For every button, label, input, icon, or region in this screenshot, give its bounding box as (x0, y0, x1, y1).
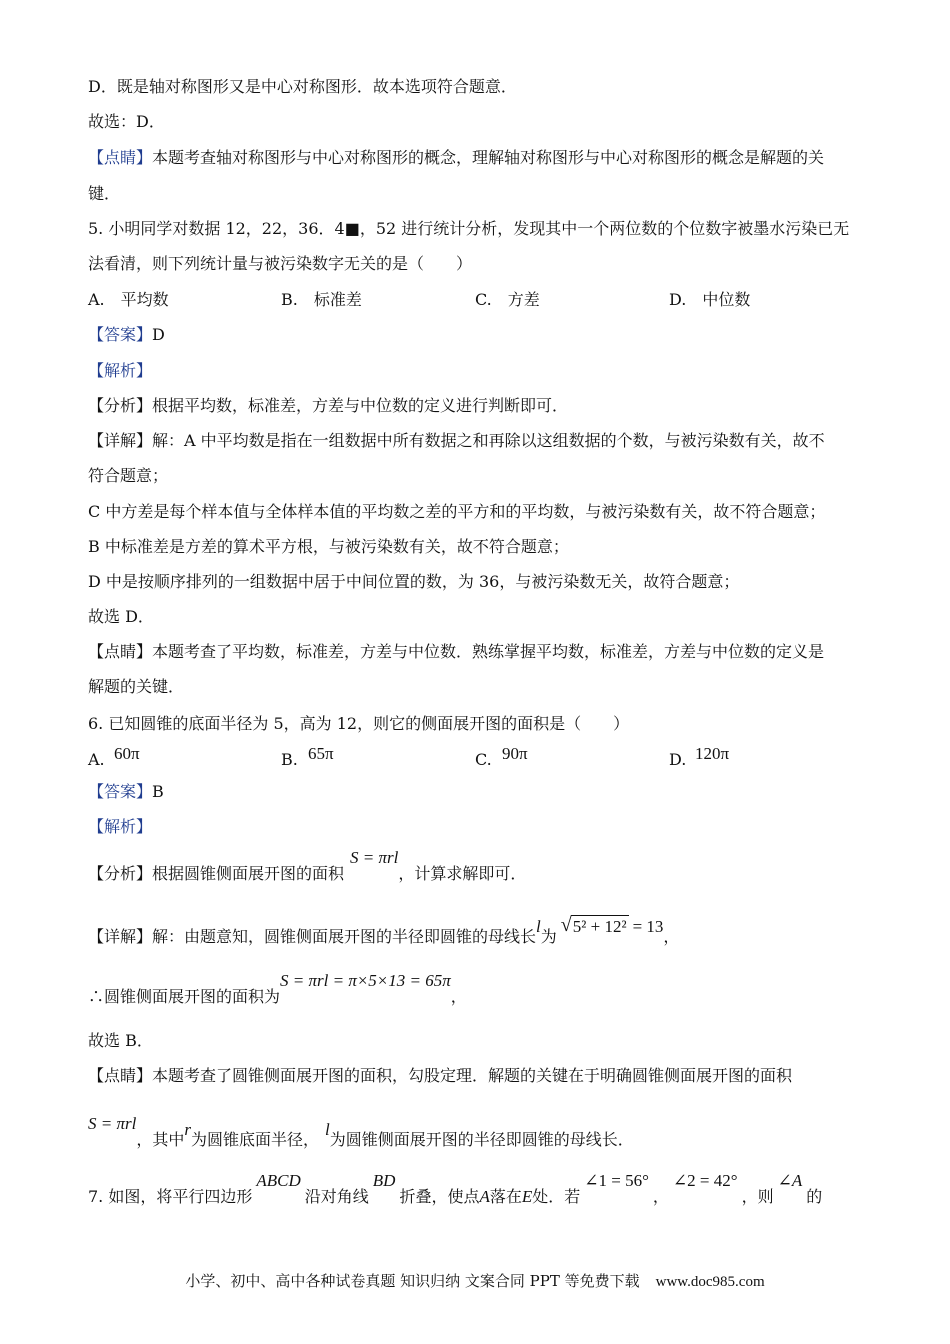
var-l: l (324, 1120, 330, 1139)
area-calc: S = πrl = π×5×13 = 65π (280, 971, 451, 990)
section-tag: 【点睛】 (88, 642, 153, 661)
answer-value: D (152, 325, 165, 344)
text-line: 键． (88, 184, 121, 203)
angle-2: ∠2 = 42° (672, 1171, 738, 1190)
text-span: 为圆锥侧面展开图的半径即圆锥的母线长． (329, 1130, 634, 1149)
sqrt-formula (560, 914, 664, 937)
angle-1: ∠1 = 56° (584, 1171, 649, 1190)
text-line (88, 431, 825, 451)
question-5-line: 法看清，则下列统计量与被污染数字无关的是（ ） (88, 254, 473, 273)
text-span: 沿对角线 (304, 1187, 369, 1206)
var-bd: BD (372, 1171, 396, 1190)
text-span: 为圆锥底面半径， (190, 1130, 319, 1149)
sqrt-sign: √ 5² + 12² (560, 914, 627, 936)
option-d-label: D. (669, 750, 687, 769)
option-a-value: 60π (114, 744, 140, 763)
text-line (88, 642, 824, 662)
var-e: E (521, 1187, 533, 1206)
text-line (88, 396, 568, 416)
text-span: 7. 如图，将平行四边形 (88, 1187, 253, 1206)
text-span: ， (663, 927, 680, 946)
formula-area: S = πrl (88, 1114, 137, 1133)
option-a: A. 平均数 (88, 290, 169, 309)
var-l: l (536, 917, 541, 936)
text-line: 故选 B． (88, 1031, 153, 1050)
text-span: ，计算求解即可． (398, 864, 527, 883)
page-footer (0, 1270, 950, 1291)
footer-url[interactable]: www.doc985.com (655, 1274, 765, 1290)
text-span: 本题考查了圆锥侧面展开图的面积，勾股定理．解题的关键在于明确圆锥侧面展开图的面积 (152, 1066, 793, 1085)
var-a: A (479, 1187, 490, 1206)
text-line: 故选：D． (88, 112, 165, 131)
text-line (88, 1114, 634, 1150)
text-span: ∴圆锥侧面展开图的面积为 (88, 987, 281, 1006)
text-line: 故选 D． (88, 607, 154, 626)
text-span: ，其中 (136, 1130, 185, 1149)
option-b-label: B. (281, 750, 298, 769)
text-span: 落在 (489, 1187, 522, 1206)
text-span: ，则 (741, 1187, 774, 1206)
text-line: 解题的关键． (88, 677, 185, 696)
var-r: r (184, 1120, 191, 1139)
text-line (88, 848, 527, 884)
text-span: 为 (540, 927, 557, 946)
text-line (88, 148, 824, 168)
section-tag: 【答案】 (88, 782, 153, 801)
sqrt-result: = 13 (632, 917, 664, 936)
text-line: 符合题意； (88, 466, 169, 485)
text-span: 本题考查轴对称图形与中心对称图形的概念，理解轴对称图形与中心对称图形的概念是解题的关 (152, 148, 825, 167)
text-span: ， (652, 1187, 669, 1206)
text-line (88, 914, 680, 947)
answer-value: B (152, 782, 164, 801)
text-span: 本题考查了平均数，标准差，方差与中位数．熟练掌握平均数，标准差，方差与中位数的定义是 (152, 642, 825, 661)
answer-line (88, 782, 164, 802)
answer-line (88, 325, 165, 345)
option-c: C. 方差 (475, 290, 540, 309)
option-c-label: C. (475, 750, 492, 769)
section-tag: 【分析】 (88, 396, 153, 415)
text-span: 根据平均数，标准差，方差与中位数的定义进行判断即可． (152, 396, 569, 415)
option-b: B. 标准差 (281, 290, 362, 309)
text-line (88, 1066, 792, 1086)
option-a-label: A. (88, 750, 105, 769)
text-line: B 中标准差是方差的算术平方根，与被污染数有关，故不符合题意； (88, 537, 569, 556)
section-tag: 【答案】 (88, 325, 153, 344)
question-6-line: 6. 已知圆锥的底面半径为 5，高为 12，则它的侧面展开图的面积是（ ） (88, 714, 630, 733)
section-tag: 【分析】 (88, 864, 153, 883)
section-tag: 【点睛】 (88, 148, 153, 167)
section-tag: 【详解】 (88, 431, 153, 450)
text-span: 解：A 中平均数是指在一组数据中所有数据之和再除以这组数据的个数，与被污染数有关，故不 (152, 431, 825, 450)
section-tag: 【详解】 (88, 927, 153, 946)
text-line: C 中方差是每个样本值与全体样本值的平均数之差的平方和的平均数，与被污染数有关，故不符合题意； (88, 502, 826, 521)
formula-area: S = πrl (350, 848, 399, 867)
var-abcd: ABCD (256, 1171, 301, 1190)
question-5-line: 5. 小明同学对数据 12，22，36．4■，52 进行统计分析，发现其中一个两位数的个位数字被墨水污染已无 (88, 219, 850, 238)
text-line (88, 971, 467, 1007)
text-span: 的 (806, 1187, 823, 1206)
text-span: ， (450, 987, 467, 1006)
analysis-tag: 【解析】 (88, 817, 153, 836)
text-line: D．既是轴对称图形又是中心对称图形．故本选项符合题意． (88, 77, 517, 96)
text-span: 解：由题意知，圆锥侧面展开图的半径即圆锥的母线长 (152, 927, 537, 946)
footer-text: 小学、初中、高中各种试卷真题 知识归纳 文案合同 PPT 等免费下载 (185, 1272, 640, 1290)
option-d: D. 中位数 (669, 290, 751, 309)
text-span: 根据圆锥侧面展开图的面积 (152, 864, 345, 883)
option-b-value: 65π (308, 744, 334, 763)
text-line: D 中是按顺序排列的一组数据中居于中间位置的数，为 36，与被污染数无关，故符合题意； (88, 572, 740, 591)
option-d-value: 120π (695, 744, 730, 763)
text-span: 折叠，使点 (399, 1187, 480, 1206)
option-c-value: 90π (502, 744, 528, 763)
text-span: 处．若 (532, 1187, 581, 1206)
angle-a: ∠A (777, 1171, 803, 1190)
sqrt-radicand: 5² + 12² (572, 917, 627, 936)
section-tag: 【点睛】 (88, 1066, 153, 1085)
question-7-line (88, 1171, 823, 1207)
analysis-tag: 【解析】 (88, 361, 153, 380)
